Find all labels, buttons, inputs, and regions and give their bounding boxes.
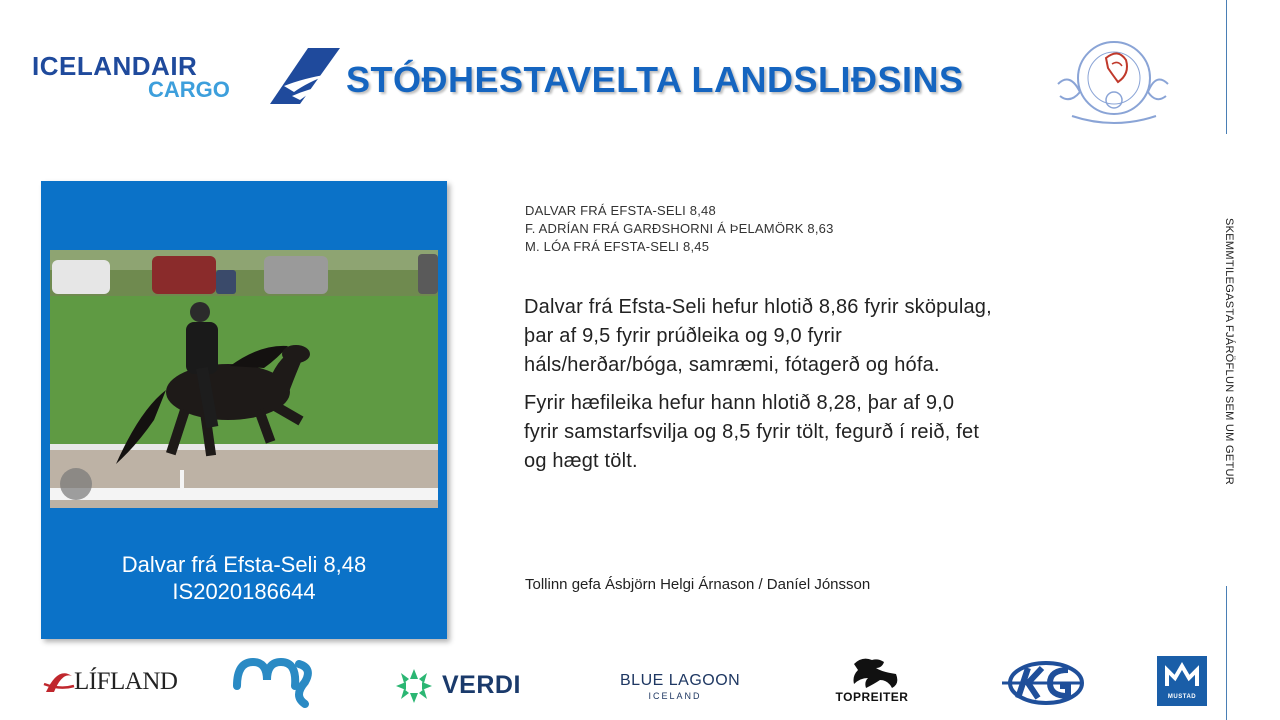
brand-sub: CARGO	[148, 77, 230, 102]
horse-silhouette-icon	[826, 654, 918, 692]
ms-logo-icon	[233, 656, 317, 708]
mustad-mark-icon	[1157, 656, 1207, 692]
page-title: STÓÐHESTAVELTA LANDSLIÐSINS	[346, 59, 964, 100]
lineage-mother: M. LÓA FRÁ EFSTA-SELI 8,45	[525, 239, 710, 254]
caption-id: IS2020186644	[172, 579, 316, 604]
mustad-logo	[1157, 656, 1207, 706]
side-slogan: SKEMMTILEGASTA FJÁRÖFLUN SEM UM GETUR	[1223, 218, 1235, 485]
horse-card	[41, 181, 447, 639]
horse-riding-image	[50, 250, 438, 508]
lifland-logo	[42, 662, 182, 702]
caption-name: Dalvar frá Efsta-Seli 8,48	[121, 552, 367, 577]
lifland-swirl-icon	[42, 662, 76, 702]
blue-lagoon-text: BLUE LAGOON	[620, 672, 741, 689]
brand-name: ICELANDAIR	[32, 51, 198, 81]
description-paragraph-2: Fyrir hæfileika hefur hann hlotið 8,28, þar af 9,0 fyrir samstarfsvilja og 8,5 fyrir tölt, fegurð í reið, fet og hægt tölt.	[524, 392, 980, 472]
topreiter-logo	[826, 654, 918, 706]
verdi-text: VERDI	[442, 671, 521, 699]
blue-lagoon-logo	[620, 672, 741, 706]
divider-bottom	[1226, 586, 1227, 720]
kg-logo-icon	[998, 658, 1086, 708]
lineage-father: F. ADRÍAN FRÁ GARÐSHORNI Á ÞELAMÖRK 8,63	[525, 221, 834, 236]
federation-seal-icon	[1052, 34, 1172, 128]
lineage-block	[525, 202, 834, 256]
lifland-text: LÍFLAND	[74, 668, 178, 695]
description	[524, 293, 994, 485]
horse-caption	[41, 551, 447, 605]
blue-lagoon-subtext: ICELAND	[648, 691, 702, 701]
horse-photo	[50, 250, 438, 508]
donors-text: Tollinn gefa Ásbjörn Helgi Árnason / Daníel Jónsson	[525, 576, 871, 593]
verdi-logo	[394, 667, 519, 705]
icelandair-cargo-logo	[32, 48, 307, 104]
lineage-horse: DALVAR FRÁ EFSTA-SELI 8,48	[525, 203, 716, 218]
verdi-star-icon	[394, 667, 434, 705]
divider-top	[1226, 0, 1227, 134]
tail-fin-icon	[270, 48, 340, 104]
description-paragraph-1: Dalvar frá Efsta-Seli hefur hlotið 8,86 fyrir sköpulag, þar af 9,5 fyrir prúðleika og 9,0 fyrir háls/herðar/bóga, samræmi, fótagerð og hófa.	[524, 296, 992, 376]
topreiter-text: TOPREITER	[835, 690, 909, 704]
mustad-text: MUSTAD	[1167, 694, 1197, 700]
